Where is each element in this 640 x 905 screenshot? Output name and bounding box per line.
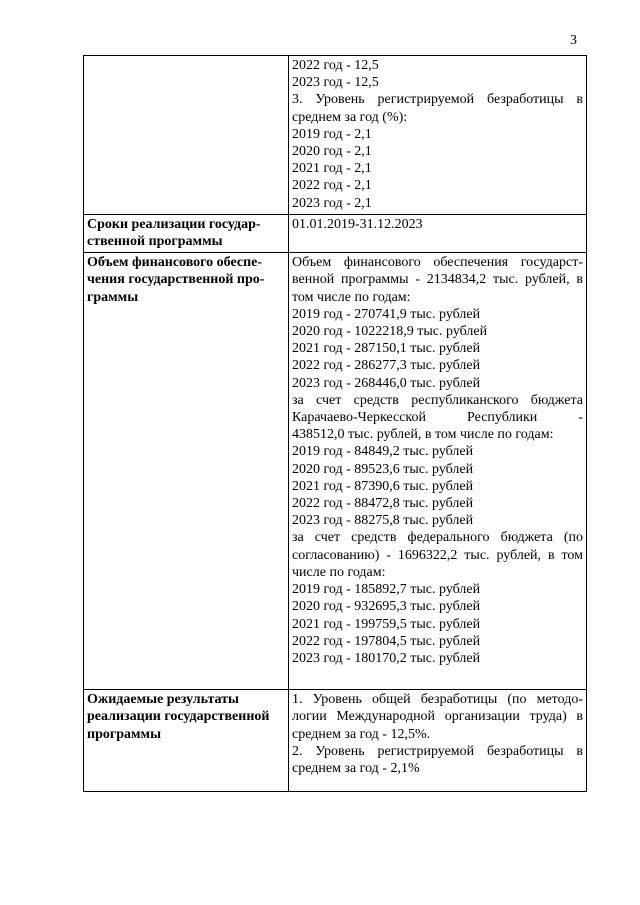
value-line: Карачаево-Черкесской Республики - [292,410,583,426]
value-line: 2022 год - 2,1 [292,178,372,194]
value-line: 2020 год - 1022218,9 тыс. рублей [292,324,488,340]
value-line: 2019 год - 2,1 [292,126,372,142]
value-line: за счет средств республиканского бюджета [292,392,583,408]
label-line: ственной программы [87,234,223,250]
value-line: среднем за год (%): [292,109,408,125]
value-line: 2022 год - 286277,3 тыс. рублей [292,358,481,374]
row-value-program-dates [289,214,587,252]
value-line: 2019 год - 270741,9 тыс. рублей [292,306,481,322]
value-line: 2021 год - 287150,1 тыс. рублей [292,341,481,357]
label-line: Сроки реализации государ- [87,216,261,232]
value-line: логии Международной организации труда) в [292,709,583,725]
value-line: 2023 год - 88275,8 тыс. рублей [292,513,474,529]
label-line: Объем финансового обеспе- [87,255,263,271]
value-line: 438512,0 тыс. рублей, в том числе по годам: [292,427,554,443]
label-line: реализации государственной [87,709,270,725]
row-label-expected-results [84,690,289,792]
value-line: 3. Уровень регистрируемой безработицы в [292,92,583,108]
value-line: 2019 год - 185892,7 тыс. рублей [292,582,481,598]
row-label-program-dates [84,214,289,252]
value-line: согласованию) - 1696322,2 тыс. рублей, в том [292,547,583,563]
label-line: Ожидаемые результаты [87,692,239,708]
value-line: 2021 год - 2,1 [292,161,372,177]
value-line: 2. Уровень регистрируемой безработицы в [292,743,583,759]
row-value-indicators [289,56,587,215]
value-line: 2020 год - 932695,3 тыс. рублей [292,599,481,615]
value-line: 2023 год - 268446,0 тыс. рублей [292,375,481,391]
row-value-financing [289,253,587,690]
value-line: том числе по годам: [292,289,411,305]
value-line: 2023 год - 180170,2 тыс. рублей [292,650,481,666]
value-line: венной программы - 2134834,2 тыс. рублей, в [292,272,583,288]
page-number: 3 [570,33,577,48]
value-line: 2022 год - 197804,5 тыс. рублей [292,633,481,649]
value-line: среднем за год - 2,1% [292,761,420,777]
value-line: 2021 год - 87390,6 тыс. рублей [292,478,474,494]
row-value-expected-results [289,690,587,792]
value-line: 2021 год - 199759,5 тыс. рублей [292,616,481,632]
value-line: Объем финансового обеспечения государст- [292,255,583,271]
value-line: 2020 год - 2,1 [292,144,372,160]
table-row-indicators-continued [84,56,587,215]
table-row-expected-results [84,690,587,792]
row-label-empty [84,56,289,215]
value-line: 2023 год - 2,1 [292,195,372,211]
value-line: 1. Уровень общей безработицы (по методо- [292,692,583,708]
table-row-financing [84,253,587,690]
value-line: 01.01.2019-31.12.2023 [292,216,423,232]
value-line: 2019 год - 84849,2 тыс. рублей [292,444,474,460]
value-line: 2022 год - 88472,8 тыс. рублей [292,496,474,512]
label-line: граммы [87,289,139,305]
value-line: среднем за год - 12,5%. [292,726,431,742]
row-label-financing [84,253,289,690]
program-passport-table [83,55,587,792]
value-line: за счет средств федерального бюджета (по [292,530,583,546]
label-line: чения государственной про- [87,272,265,288]
table-row-program-dates [84,214,587,252]
value-line: 2020 год - 89523,6 тыс. рублей [292,461,474,477]
value-line: числе по годам: [292,564,386,580]
value-line: 2023 год - 12,5 [292,75,379,91]
value-line: 2022 год - 12,5 [292,58,379,73]
label-line: программы [87,726,161,742]
